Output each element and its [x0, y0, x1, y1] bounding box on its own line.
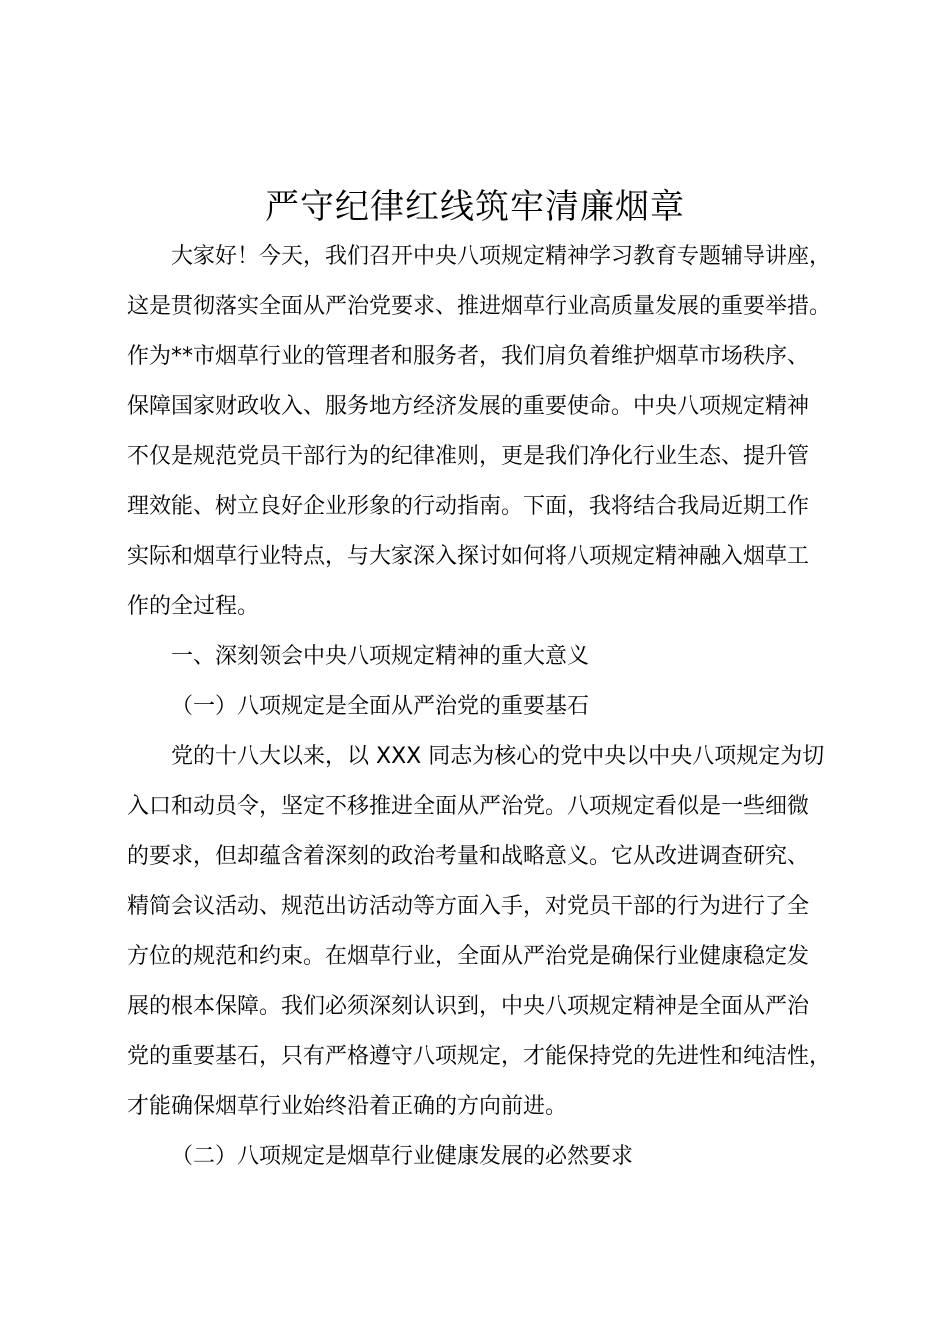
- paragraph-line: 入口和动员令，坚定不移推进全面从严治党。八项规定看似是一些细微: [127, 794, 810, 819]
- paragraph-line: 实际和烟草行业特点，与大家深入探讨如何将八项规定精神融入烟草工: [127, 544, 810, 569]
- paragraph-line: 才能确保烟草行业始终沿着正确的方向前进。: [127, 1094, 568, 1119]
- paragraph-line: 作为**市烟草行业的管理者和服务者，我们肩负着维护烟草市场秩序、: [127, 344, 810, 369]
- document-title: 严守纪律红线筑牢清廉烟章: [265, 187, 685, 227]
- paragraph-line: 这是贯彻落实全面从严治党要求、推进烟草行业高质量发展的重要举措。: [127, 294, 832, 319]
- subsection-heading: （一）八项规定是全面从严治党的重要基石: [171, 694, 590, 719]
- paragraph-line: 大家好！今天，我们召开中央八项规定精神学习教育专题辅导讲座，: [171, 244, 832, 269]
- subsection-heading: （二）八项规定是烟草行业健康发展的必然要求: [171, 1144, 634, 1169]
- paragraph-line: 的要求，但却蕴含着深刻的政治考量和战略意义。它从改进调查研究、: [127, 844, 810, 869]
- paragraph-line: 保障国家财政收入、服务地方经济发展的重要使命。中央八项规定精神: [127, 394, 810, 419]
- paragraph-line: 党的十八大以来，以 XXX 同志为核心的党中央以中央八项规定为切: [171, 744, 825, 769]
- paragraph-line: 作的全过程。: [127, 594, 260, 619]
- paragraph-line: 展的根本保障。我们必须深刻认识到，中央八项规定精神是全面从严治: [127, 994, 810, 1019]
- paragraph-line: 方位的规范和约束。在烟草行业，全面从严治党是确保行业健康稳定发: [127, 944, 810, 969]
- paragraph-line: 党的重要基石，只有严格遵守八项规定，才能保持党的先进性和纯洁性，: [127, 1044, 832, 1069]
- paragraph-line: 不仅是规范党员干部行为的纪律准则，更是我们净化行业生态、提升管: [127, 444, 810, 469]
- paragraph-line: 理效能、树立良好企业形象的行动指南。下面，我将结合我局近期工作: [127, 494, 810, 519]
- section-heading: 一、深刻领会中央八项规定精神的重大意义: [171, 644, 590, 669]
- paragraph-line: 精简会议活动、规范出访活动等方面入手，对党员干部的行为进行了全: [127, 894, 810, 919]
